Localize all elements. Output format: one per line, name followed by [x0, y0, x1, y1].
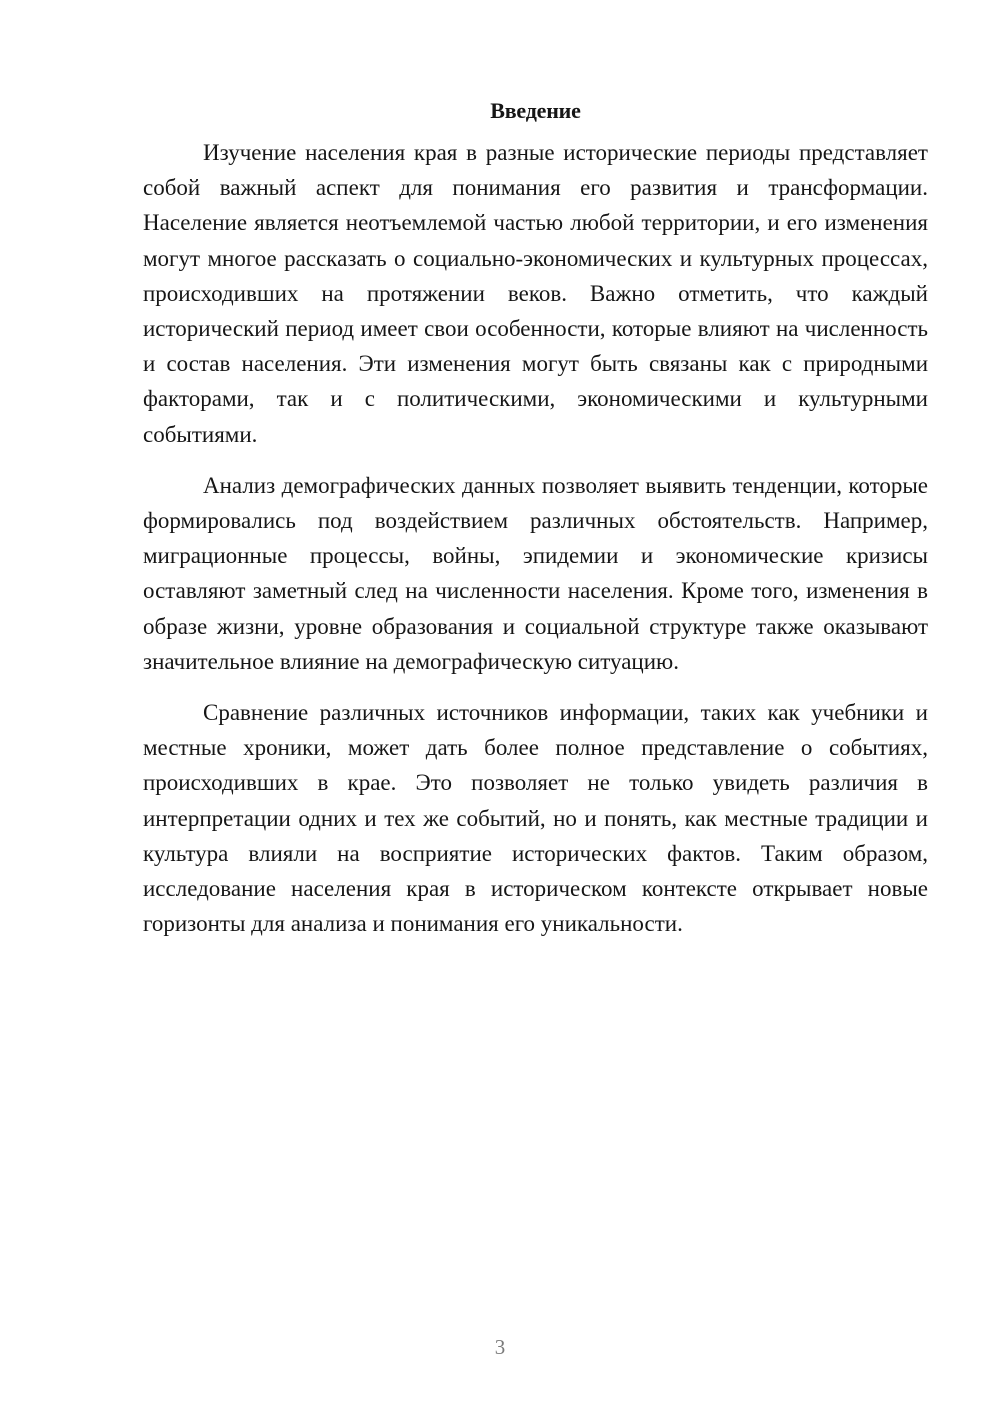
section-heading: Введение — [490, 98, 581, 123]
paragraph-2: Анализ демографических данных позволяет выявить тенденции, которые формировались под воздействием различных обстоятельств. Например, миграционные процессы, войны, эпидемии и экономические кризисы оставляют заметный след на численности населения. Кроме того, изменения в образе жизни, уровне образования и социальной структуре также оказывают значительное влияние на демографическую ситуацию. — [143, 472, 928, 674]
paragraph-1: Изучение населения края в разные исторические периоды представляет собой важный аспект для понимания его развития и трансформации. Население является неотъемлемой частью любой территории, и его изменения могут многое рассказать о социально-экономических и культурных процессах, происходивших на протяжении веков. Важно отметить, что каждый исторический период имеет свои особенности, которые влияют на численность и состав населения. Эти изменения могут быть связаны как с природными факторами, так и с политическими, экономическими и культурными событиями. — [143, 140, 928, 447]
page-number: 3 — [494, 1335, 506, 1359]
page-body — [143, 96, 928, 941]
paragraph-3: Сравнение различных источников информации, таких как учебники и местные хроники, может дать более полное представление о событиях, происходивших в крае. Это позволяет не только увидеть различия в интерпретации одних и тех же событий, но и понять, как местные традиции и культура влияли на восприятие исторических фактов. Таким образом, исследование населения края в историческом контексте открывает новые горизонты для анализа и понимания его уникальности. — [143, 700, 928, 937]
